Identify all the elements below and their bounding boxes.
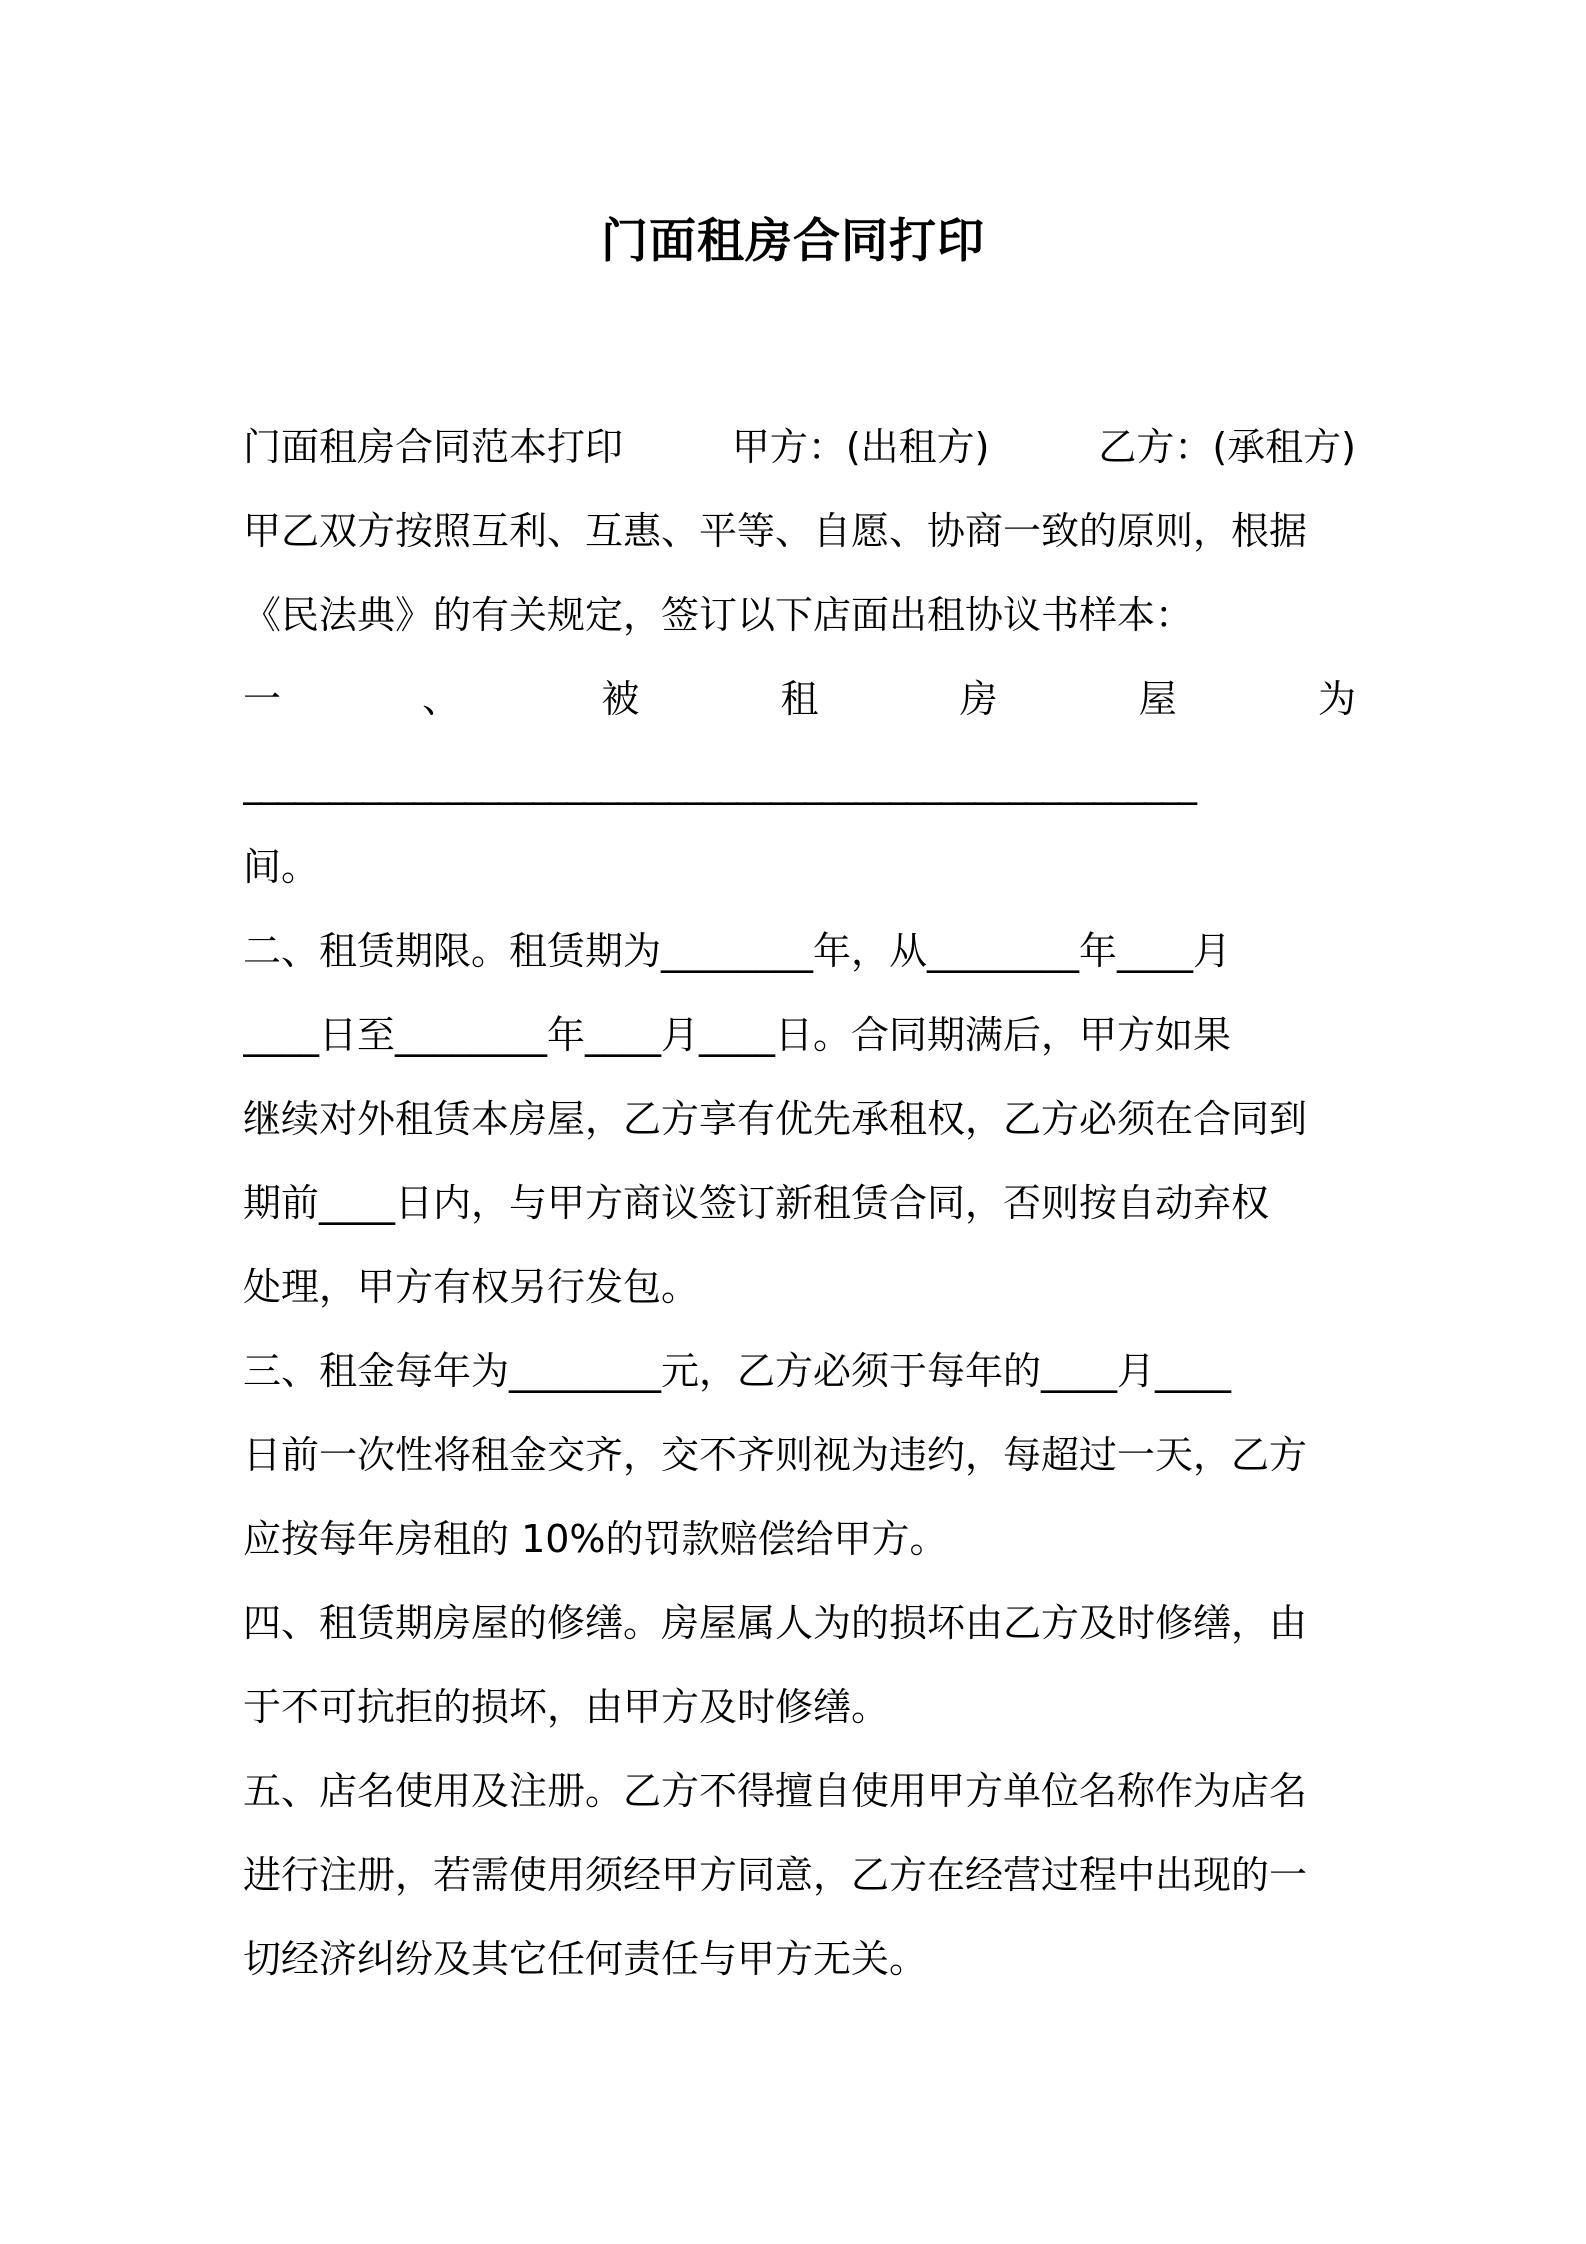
clause-three-line-1: 三、租金每年为________元，乙方必须于每年的____月____ xyxy=(243,1349,1232,1393)
clause-four-line-2: 于不可抗拒的损坏，由甲方及时修缮。 xyxy=(243,1685,890,1729)
clause-five-line-3: 切经济纠纷及其它任何责任与甲方无关。 xyxy=(243,1937,928,1981)
clause-one-blank: ________________________________________________________ xyxy=(243,761,1195,805)
clause-one-char: 为 xyxy=(1317,677,1356,721)
clause-one-char: 租 xyxy=(780,677,819,721)
clause-one-char: 被 xyxy=(601,677,640,721)
clause-two-line-2: ____日至________年____月____日。合同期满后，甲方如果 xyxy=(243,1013,1232,1057)
clause-one-char: 房 xyxy=(959,677,998,721)
clause-five-line-1: 五、店名使用及注册。乙方不得擅自使用甲方单位名称作为店名 xyxy=(243,1769,1308,1813)
clause-one-line xyxy=(243,657,1356,741)
preamble-line-1 xyxy=(243,489,1356,573)
clause-two-line-5: 处理，甲方有权另行发包。 xyxy=(243,1265,700,1309)
document-body xyxy=(243,405,1356,2001)
clause-two-line-4: 期前____日内，与甲方商议签订新租赁合同，否则按自动弃权 xyxy=(243,1181,1270,1225)
clause-two-line-3: 继续对外租赁本房屋，乙方享有优先承租权，乙方必须在合同到 xyxy=(243,1097,1308,1141)
preamble-text: 甲乙双方按照互利、互惠、平等、自愿、协商一致的原则，根据 xyxy=(243,509,1308,553)
party-a-label: 甲方：(出租方) xyxy=(731,425,990,469)
clause-three-line-2: 日前一次性将租金交齐，交不齐则视为违约，每超过一天，乙方 xyxy=(243,1433,1308,1477)
clause-one-char: 一 xyxy=(243,677,282,721)
clause-one-char: 、 xyxy=(422,677,461,721)
clause-five-line-2: 进行注册，若需使用须经甲方同意，乙方在经营过程中出现的一 xyxy=(243,1853,1308,1897)
clause-one-char: 屋 xyxy=(1138,677,1177,721)
document-title: 门面租房合同打印 xyxy=(601,214,985,269)
clause-three-line-3: 应按每年房租的 10%的罚款赔偿给甲方。 xyxy=(243,1517,948,1561)
clause-four-line-1: 四、租赁期房屋的修缮。房屋属人为的损坏由乙方及时修缮，由 xyxy=(243,1601,1308,1645)
preamble-line-2: 《民法典》的有关规定，签订以下店面出租协议书样本： xyxy=(243,593,1194,637)
party-b-label: 乙方：(承租方) xyxy=(1098,425,1356,469)
clause-two-line-1: 二、租赁期限。租赁期为________年，从________年____月 xyxy=(243,929,1232,973)
contract-header-line xyxy=(243,405,1356,489)
contract-name: 门面租房合同范本打印 xyxy=(243,425,624,469)
clause-one-end: 间。 xyxy=(243,845,320,889)
clause-one-blank-line xyxy=(243,741,1356,825)
